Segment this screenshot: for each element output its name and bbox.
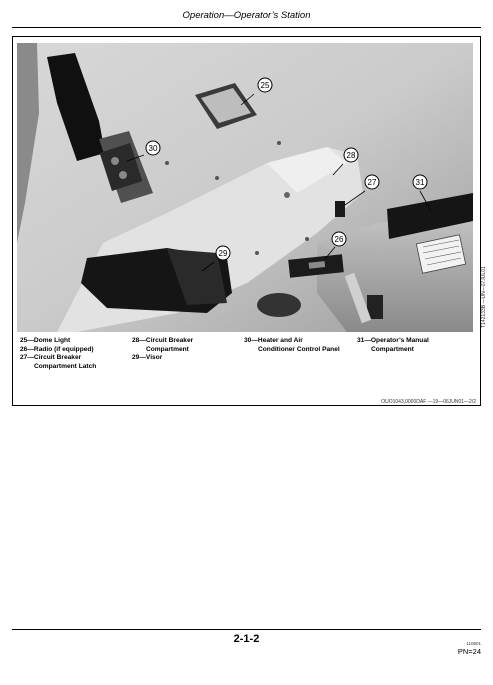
svg-text:29: 29 xyxy=(218,249,228,258)
svg-text:30: 30 xyxy=(148,144,158,153)
footer-rule xyxy=(12,629,481,630)
callout-31 xyxy=(413,175,427,189)
callout-27 xyxy=(365,175,379,189)
footer-pn: PN=24 xyxy=(457,647,481,656)
header-rule xyxy=(12,27,481,28)
legend-item-28: 28—Circuit Breaker xyxy=(132,337,194,344)
legend-item-31-cont: Compartment xyxy=(371,345,414,353)
page-header-title: Operation—Operator’s Station xyxy=(182,10,311,21)
legend-item-27: 27—Circuit Breaker xyxy=(20,354,82,362)
legend-column-2 xyxy=(132,337,193,363)
callout-29 xyxy=(216,246,230,260)
svg-text:28: 28 xyxy=(346,151,356,160)
svg-text:31: 31 xyxy=(415,178,425,187)
legend-item-29: 29—Visor xyxy=(132,354,163,362)
page-number: 2-1-2 xyxy=(233,633,260,645)
callout-30 xyxy=(146,141,160,155)
footer-date-code: 110601 xyxy=(466,641,481,646)
legend-item-25: 25—Dome Light xyxy=(20,337,71,344)
legend-item-31: 31—Operator’s Manual xyxy=(357,337,429,344)
legend-item-30: 30—Heater and Air xyxy=(244,337,303,344)
photo-reference-text: T142133B —UN—07JUL01 xyxy=(481,266,487,328)
document-reference-code: OUO1043,0000DAF —19—06JUN01—2/2 xyxy=(381,399,476,405)
legend-column-4 xyxy=(357,337,429,354)
callout-25 xyxy=(258,78,272,92)
svg-text:27: 27 xyxy=(367,178,377,187)
legend-column-1 xyxy=(20,337,96,372)
legend-column-3 xyxy=(244,337,340,354)
svg-text:25: 25 xyxy=(260,81,270,90)
callout-26 xyxy=(332,232,346,246)
cab-ceiling-photo xyxy=(17,43,473,332)
legend-item-26: 26—Radio (if equipped) xyxy=(20,345,94,353)
svg-text:26: 26 xyxy=(334,235,344,244)
callout-28 xyxy=(344,148,358,162)
legend-item-28-cont: Compartment xyxy=(146,345,189,353)
legend-item-27-cont: Compartment Latch xyxy=(34,363,97,371)
photo-reference xyxy=(474,258,487,328)
legend-item-30-cont: Conditioner Control Panel xyxy=(258,345,340,353)
